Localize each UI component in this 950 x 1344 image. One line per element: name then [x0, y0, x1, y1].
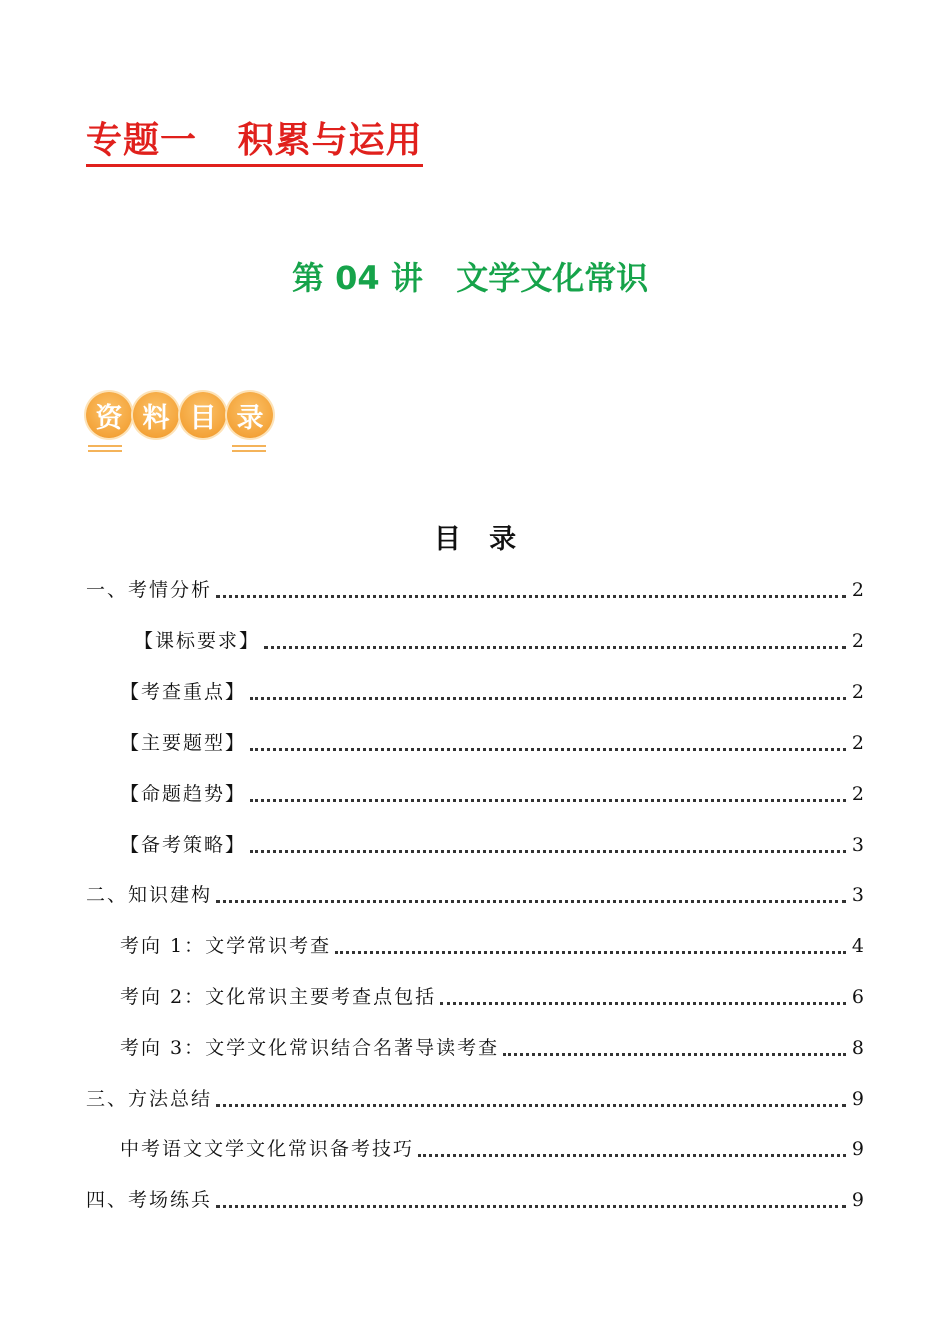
toc-leader-dots — [250, 697, 846, 700]
badge-underline — [88, 445, 122, 447]
badge-char: 料 — [133, 392, 179, 438]
toc-heading: 目 录 — [433, 524, 517, 555]
toc-item-label: 【主要题型】 — [120, 732, 247, 754]
contents-badge — [86, 390, 276, 454]
lecture-title: 第 04 讲 文学文化常识 — [292, 259, 649, 297]
toc-item[interactable] — [86, 1081, 864, 1117]
toc-leader-dots — [503, 1053, 846, 1056]
badge-underline — [232, 450, 266, 452]
toc-item[interactable] — [120, 725, 864, 761]
toc-leader-dots — [440, 1002, 846, 1005]
toc-item-page: 9 — [851, 1088, 864, 1110]
badge-underline — [232, 445, 266, 447]
toc-item-label: 四、考场练兵 — [86, 1189, 213, 1211]
toc-item-label: 考向 2：文化常识主要考查点包括 — [120, 986, 437, 1008]
toc-leader-dots — [264, 646, 846, 649]
toc-item-page: 9 — [851, 1138, 864, 1160]
toc-leader-dots — [250, 748, 846, 751]
toc-item[interactable] — [120, 1131, 864, 1167]
toc-item-label: 【课标要求】 — [134, 630, 261, 652]
toc-item-page: 3 — [851, 834, 864, 856]
toc-leader-dots — [216, 1104, 846, 1107]
toc-item[interactable] — [120, 827, 864, 863]
toc-item-page: 3 — [851, 884, 864, 906]
toc-item-page: 9 — [851, 1189, 864, 1211]
badge-char: 目 — [180, 392, 226, 438]
toc-item-page: 2 — [851, 732, 864, 754]
toc-item-label: 中考语文文学文化常识备考技巧 — [120, 1138, 415, 1160]
toc-item[interactable] — [120, 928, 864, 964]
badge-char: 录 — [227, 392, 273, 438]
badge-underline — [88, 450, 122, 452]
toc-item[interactable] — [86, 877, 864, 913]
toc-item[interactable] — [120, 776, 864, 812]
toc-item-label: 二、知识建构 — [86, 884, 213, 906]
toc-leader-dots — [216, 595, 846, 598]
toc-item-page: 2 — [851, 681, 864, 703]
toc-item-label: 【备考策略】 — [120, 834, 247, 856]
toc-leader-dots — [216, 1205, 846, 1208]
toc-item-page: 2 — [851, 783, 864, 805]
toc-leader-dots — [216, 900, 846, 903]
toc-item[interactable] — [120, 674, 864, 710]
toc-leader-dots — [418, 1154, 846, 1157]
toc-item-page: 8 — [851, 1037, 864, 1059]
toc-item-page: 6 — [851, 986, 864, 1008]
toc-item-page: 2 — [851, 630, 864, 652]
toc-item-label: 【考查重点】 — [120, 681, 247, 703]
toc-item-label: 考向 3：文学文化常识结合名著导读考查 — [120, 1037, 500, 1059]
toc-item-label: 三、方法总结 — [86, 1088, 213, 1110]
badge-char: 资 — [86, 392, 132, 438]
toc-item[interactable] — [134, 623, 864, 659]
toc-leader-dots — [335, 951, 846, 954]
toc-item[interactable] — [86, 572, 864, 608]
toc-item-page: 4 — [851, 935, 864, 957]
toc-item[interactable] — [86, 1182, 864, 1218]
toc-leader-dots — [250, 850, 846, 853]
toc-item[interactable] — [120, 1030, 864, 1066]
toc-item-label: 一、考情分析 — [86, 579, 213, 601]
toc-item-page: 2 — [851, 579, 864, 601]
toc-leader-dots — [250, 799, 846, 802]
topic-title: 专题一 积累与运用 — [86, 118, 423, 167]
toc-item-label: 【命题趋势】 — [120, 783, 247, 805]
toc-item-label: 考向 1：文学常识考查 — [120, 935, 332, 957]
toc-item[interactable] — [120, 979, 864, 1015]
